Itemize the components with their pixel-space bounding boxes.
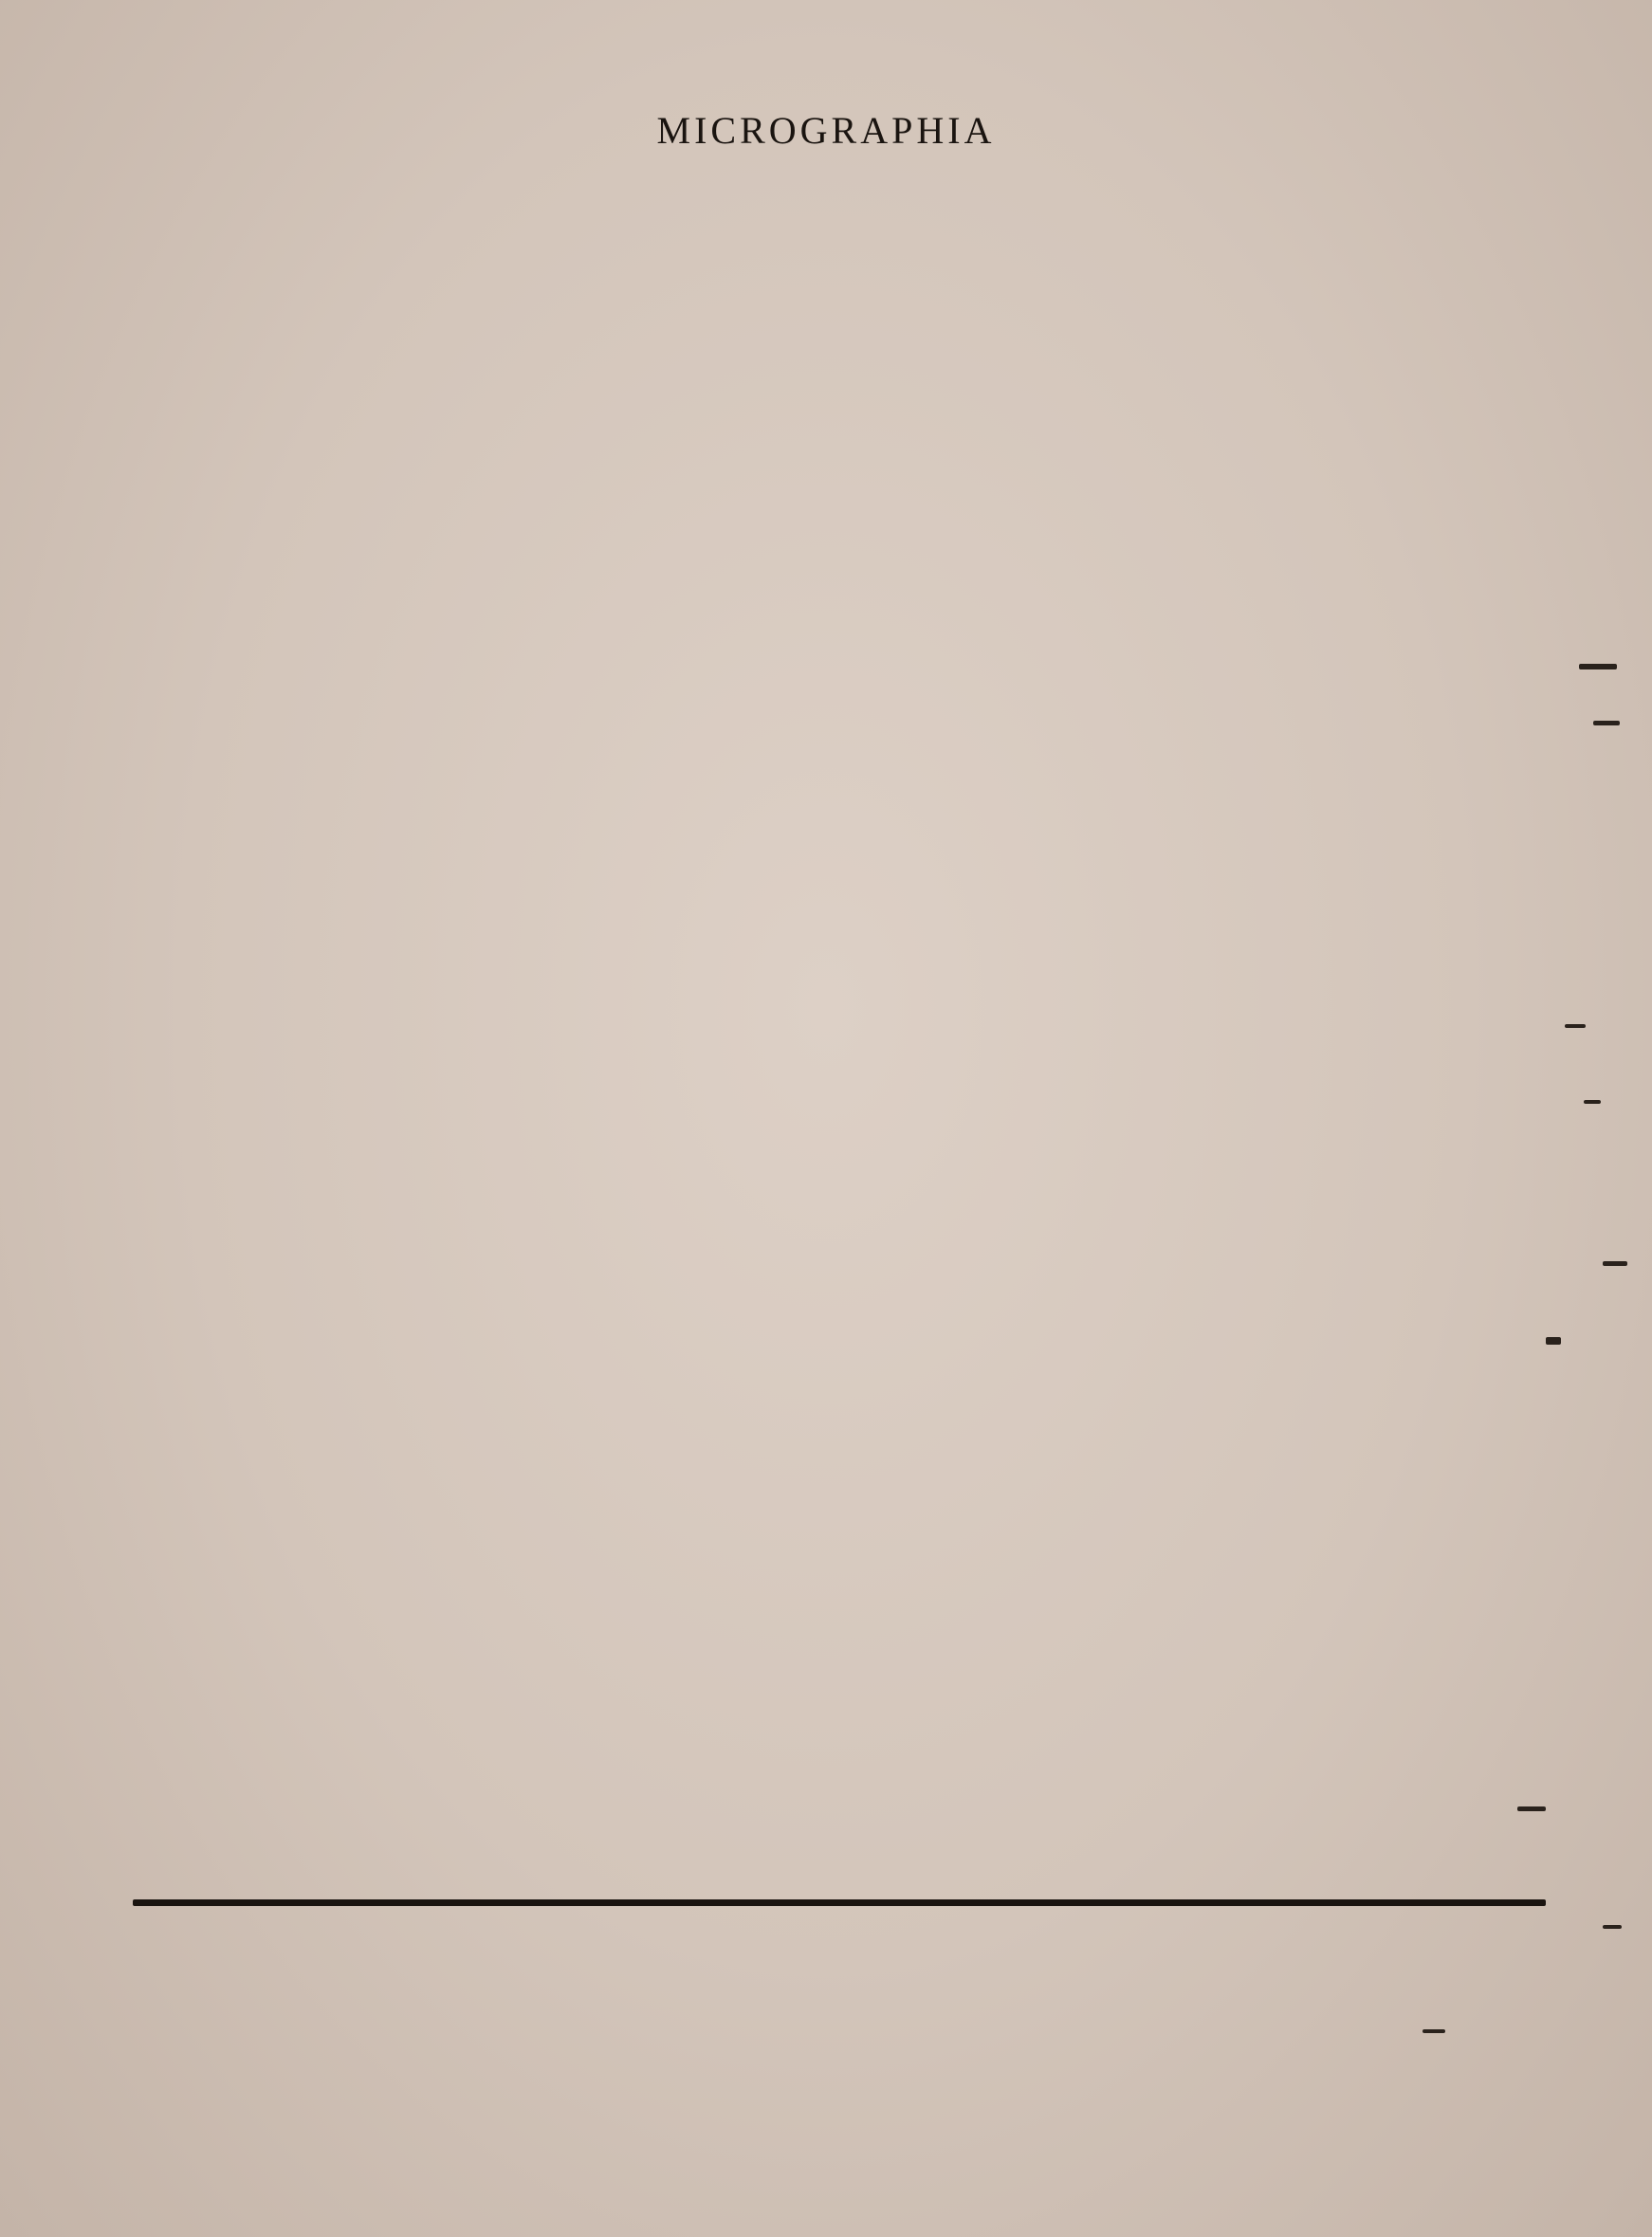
separator-rule <box>133 1899 1546 1906</box>
main-title: MICROGRAPHIA <box>656 109 996 152</box>
